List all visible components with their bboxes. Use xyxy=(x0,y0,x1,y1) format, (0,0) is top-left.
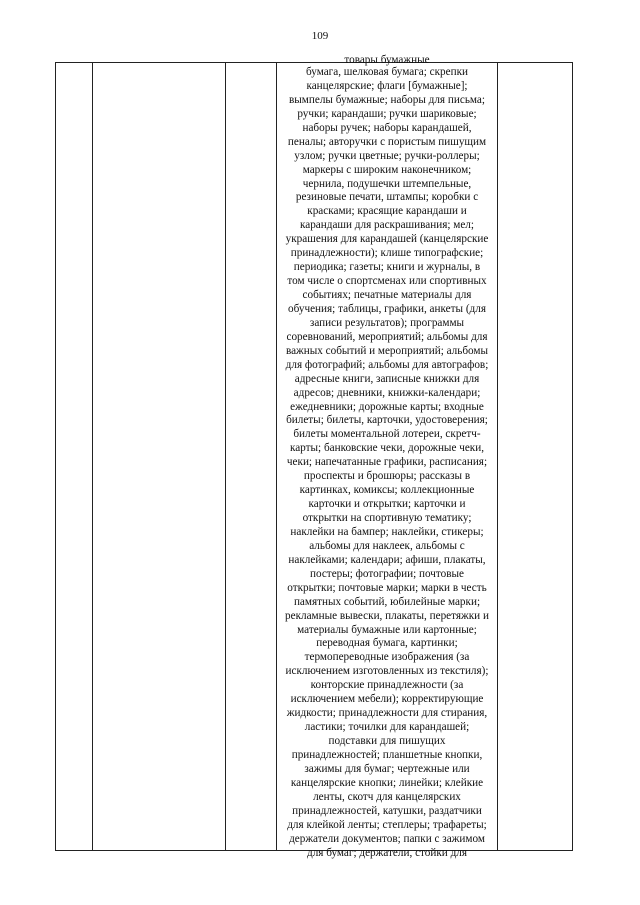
goods-description-line: альбомы для наклеек, альбомы с xyxy=(309,539,465,552)
goods-description-line: материалы бумажные или картонные; xyxy=(297,623,477,636)
column-divider xyxy=(225,63,226,850)
goods-description-line: для фотографий; альбомы для автографов; xyxy=(285,358,489,371)
goods-description-line: для бумаг; держатели, стойки для xyxy=(307,846,467,859)
goods-description-line: открытки на спортивную тематику; xyxy=(302,512,472,524)
goods-description-line: ленты, скотч для канцелярских xyxy=(313,790,461,803)
goods-description-line: резиновые печати, штампы; коробки с xyxy=(295,191,479,204)
goods-description-line: карточки и открытки; карточки и xyxy=(308,498,466,511)
goods-description-line: красками; красящие карандаши и xyxy=(307,205,467,218)
goods-description-line: билеты; билеты, карточки, удостоверения; xyxy=(286,414,488,427)
goods-description-line: узлом; ручки цветные; ручки-роллеры; xyxy=(294,149,480,162)
goods-description-line: жидкости; принадлежности для стирания, xyxy=(286,707,488,720)
goods-description-line: вымпелы бумажные; наборы для письма; xyxy=(289,93,485,106)
goods-description-line: наборы ручек; наборы карандашей, xyxy=(302,121,472,134)
goods-description-line: держатели документов; папки с зажимом xyxy=(289,832,485,845)
goods-description-line: адресов; дневники, книжки-календари; xyxy=(293,386,481,399)
goods-description-line: исключением изготовленных из текстиля); xyxy=(285,665,489,678)
goods-description-line: для клейкой ленты; степлеры; трафареты; xyxy=(287,818,487,831)
column-divider xyxy=(92,63,93,850)
goods-description-line: открытки; почтовые марки; марки в честь xyxy=(287,581,487,594)
goods-description-line: билеты моментальной лотереи, скретч- xyxy=(293,428,481,441)
goods-description-line: канцелярские; флаги [бумажные]; xyxy=(306,79,468,92)
goods-description-line: постеры; фотографии; почтовые xyxy=(309,567,465,580)
goods-description-line: подставки для пишущих xyxy=(328,735,446,747)
goods-description-line: ластики; точилки для карандашей; xyxy=(304,721,470,734)
goods-description-line: ручки; карандаши; ручки шариковые; xyxy=(297,107,477,120)
goods-description-line: канцелярские кнопки; линейки; клейкие xyxy=(290,776,484,789)
goods-description-line: том числе о спортсменах или спортивных xyxy=(287,275,487,288)
goods-description-line: событиях; печатные материалы для xyxy=(302,289,472,301)
goods-description-line: картинках, комиксы; коллекционные xyxy=(299,484,475,497)
goods-description-text xyxy=(277,66,497,860)
goods-description-line: ежедневники; дорожные карты; входные xyxy=(290,400,484,413)
goods-description-line: проспекты и брошюры; рассказы в xyxy=(303,470,471,483)
goods-description-cell xyxy=(277,54,497,859)
goods-description-line: пеналы; авторучки с пористым пишущим xyxy=(287,135,487,148)
goods-description-line: переводная бумага, картинки; xyxy=(316,637,458,650)
column-divider xyxy=(497,63,498,850)
cut-off-line: товары бумажные xyxy=(344,54,430,66)
goods-description-line: важных событий и мероприятий; альбомы xyxy=(285,344,489,357)
goods-description-line: принадлежностей, катушки, раздатчики xyxy=(292,804,482,817)
goods-description-line: чернила, подушечки штемпельные, xyxy=(302,177,472,190)
goods-description-line: конторские принадлежности (за xyxy=(310,679,464,692)
goods-description-line: зажимы для бумаг; чертежные или xyxy=(304,762,470,775)
goods-description-line: наклейками; календари; афиши, плакаты, xyxy=(288,553,486,566)
goods-description-line: адресные книги, записные книжки для xyxy=(294,372,480,385)
goods-description-line: исключением мебели); корректирующие xyxy=(290,693,484,706)
goods-description-line: периодика; газеты; книги и журналы, в xyxy=(293,261,481,274)
goods-description-line: карандаши для раскрашивания; мел; xyxy=(299,219,475,232)
goods-description-line: карты; банковские чеки, дорожные чеки, xyxy=(289,442,485,455)
goods-description-line: маркеры с широким наконечником; xyxy=(302,163,472,176)
goods-description-line: бумага, шелковая бумага; скрепки xyxy=(305,66,468,78)
goods-description-line: памятных событий, юбилейные марки; xyxy=(293,595,481,608)
goods-table xyxy=(55,54,573,859)
page-number: 109 xyxy=(311,30,329,42)
goods-description-line: принадлежности); клише типографские; xyxy=(290,247,484,260)
goods-description-line: термопереводные изображения (за xyxy=(304,651,470,664)
goods-description-line: украшения для карандашей (канцелярские xyxy=(285,233,489,246)
goods-description-line: принадлежностей; планшетные кнопки, xyxy=(291,748,483,761)
goods-description-line: наклейки на бампер; наклейки, стикеры; xyxy=(290,525,484,538)
goods-description-line: обучения; таблицы, графики, анкеты (для xyxy=(288,302,486,315)
goods-description-line: чеки; напечатанные графики, расписания; xyxy=(286,456,488,469)
goods-description-line: записи результатов); программы xyxy=(309,316,465,329)
goods-description-line: рекламные вывески, плакаты, перетяжки и xyxy=(285,609,489,622)
goods-description-line: соревнований, мероприятий; альбомы для xyxy=(286,330,488,343)
